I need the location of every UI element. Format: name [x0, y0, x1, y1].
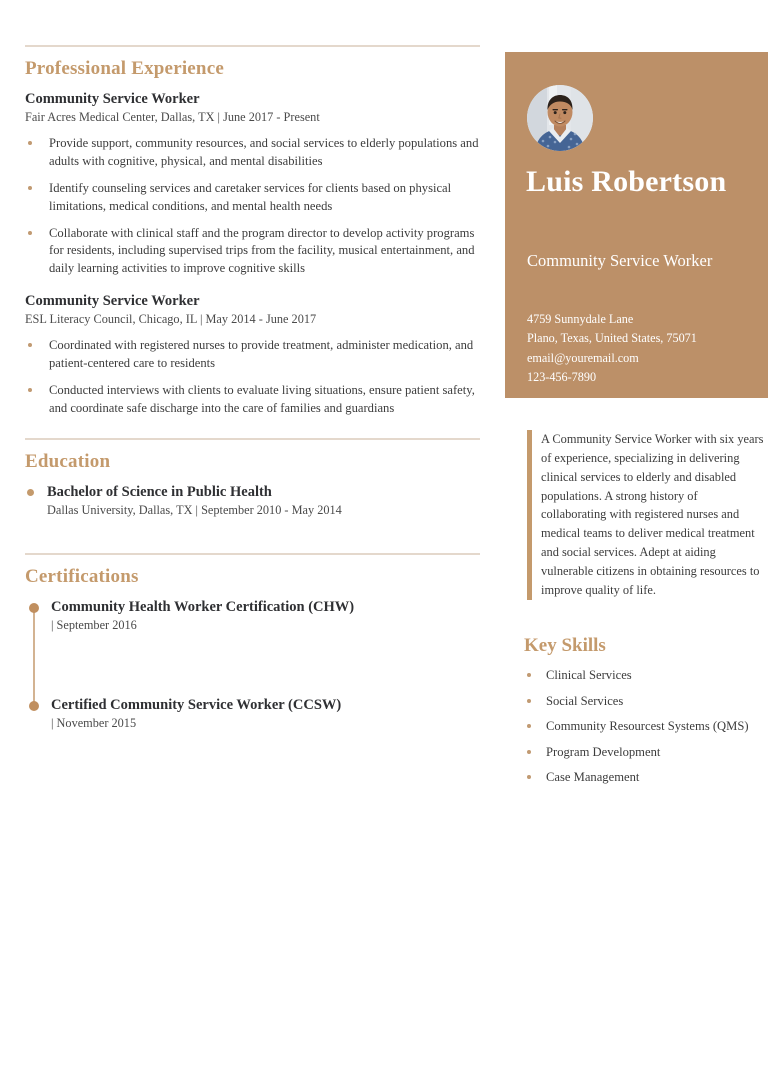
bullet-item: Collaborate with clinical staff and the program director to develop activity programs for residents, including supervised trips from the facility, musical entertainment, and daily learning activities to improve cognitive skills: [25, 225, 480, 279]
bullet-item: Conducted interviews with clients to evaluate living situations, ensure patient safety, and coordinate safe discharge into the care of families and guardians: [25, 382, 480, 418]
bullet-item: Coordinated with registered nurses to provide treatment, administer medication, and patient-centered care to residents: [25, 337, 480, 373]
bullet-item: Provide support, community resources, and social services to elderly populations and adults with cognitive, physical, and mental disabilities: [25, 135, 480, 171]
skill-item: Social Services: [524, 693, 759, 711]
job-responsibilities: [25, 337, 480, 418]
profile-photo-icon: [527, 85, 593, 151]
job-responsibilities: [25, 135, 480, 278]
certifications-timeline: [25, 598, 480, 732]
skill-item: Community Resourcest Systems (QMS): [524, 718, 759, 736]
job-title: Community Service Worker: [25, 90, 200, 107]
section-title-certifications: Certifications: [25, 565, 139, 587]
section-education: [25, 438, 480, 519]
main-content: [25, 45, 480, 734]
professional-summary: [527, 430, 766, 600]
page-title: Luis Robertson: [526, 165, 727, 198]
certification-date: | September 2016: [51, 617, 137, 632]
summary-text: A Community Service Worker with six years of experience, specializing in delivering clinical services to elderly and disabled populations. A strong history of collaborating with registered nurses and medical teams to deliver medical treatment and social services. Adept at aiding vulnerable citizens in obtaining resources to improve quality of life.: [541, 432, 764, 597]
skill-item: Clinical Services: [524, 667, 759, 685]
skill-item: Case Management: [524, 769, 759, 787]
degree-meta: Dallas University, Dallas, TX | September 2010 - May 2014: [47, 502, 342, 517]
degree-name: Bachelor of Science in Public Health: [47, 483, 272, 500]
bullet-item: Identify counseling services and caretaker services for clients based on physical limitations, medical conditions, and mental health needs: [25, 180, 480, 216]
contact-phone[interactable]: 123-456-7890: [527, 369, 597, 384]
section-divider: [25, 553, 480, 555]
avatar: [527, 85, 593, 151]
section-divider: [25, 438, 480, 440]
section-title-education: Education: [25, 450, 111, 472]
job-headline: Community Service Worker: [527, 251, 713, 270]
certification-date: | November 2015: [51, 715, 137, 730]
summary-accent-bar: [527, 430, 532, 600]
job-meta: ESL Literacy Council, Chicago, IL | May 2014 - June 2017: [25, 312, 317, 327]
contact-info: [527, 310, 757, 387]
certification-name: Community Health Worker Certification (CHW): [51, 598, 355, 615]
sidebar-header: [505, 52, 768, 398]
contact-email[interactable]: email@youremail.com: [527, 350, 639, 365]
contact-street: 4759 Sunnydale Lane: [527, 312, 634, 326]
experience-item: [25, 292, 480, 418]
certification-name: Certified Community Service Worker (CCSW): [51, 696, 342, 713]
section-divider: [25, 45, 480, 47]
certification-item: [25, 696, 480, 732]
section-certifications: [25, 553, 480, 732]
job-meta: Fair Acres Medical Center, Dallas, TX | June 2017 - Present: [25, 110, 320, 125]
section-title-key-skills: Key Skills: [524, 635, 606, 656]
skill-item: Program Development: [524, 744, 759, 762]
section-key-skills: [524, 636, 759, 795]
section-professional-experience: [25, 45, 480, 418]
skills-list: [524, 667, 759, 787]
certification-item: [25, 598, 480, 634]
section-title-experience: Professional Experience: [25, 58, 224, 79]
contact-city: Plano, Texas, United States, 75071: [527, 331, 697, 346]
job-title: Community Service Worker: [25, 293, 200, 310]
experience-item: [25, 90, 480, 278]
education-item: [25, 483, 480, 519]
